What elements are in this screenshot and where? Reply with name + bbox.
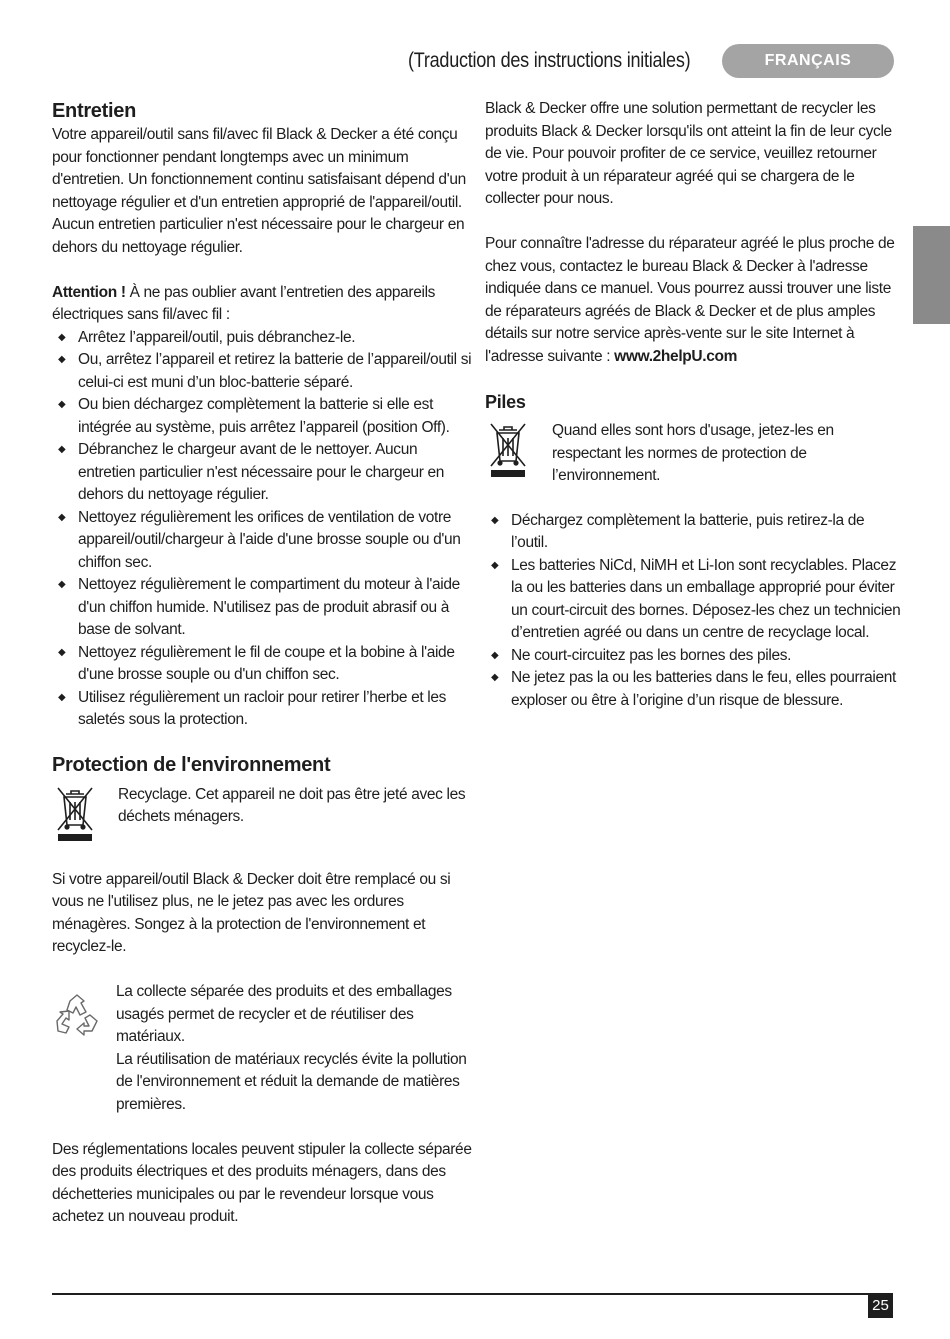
list-item: ◆ Les batteries NiCd, NiMH et Li-Ion sont recyclables. Placez la ou les batteries dans un emballage approprié pour éviter un court-circuit des bornes. Déposez-les chez un technicien d’entretien agréé ou dans un centre de recyclage local.: [485, 555, 903, 645]
list-item: ◆ Nettoyez régulièrement le fil de coupe et la bobine à l'aide d'une brosse souple ou d'un chiffon sec.: [52, 642, 472, 687]
repair-contact-text: Pour connaître l'adresse du réparateur agréé le plus proche de chez vous, contactez le bureau Black & Decker à l'adresse indiquée dans ce manuel. Vous pourrez aussi trouver une liste de réparateurs agréés de Black & Decker et de plus amples détails sur notre service après-vente sur le site Internet à l'adresse suivante :: [485, 235, 895, 365]
section-heading-piles: Piles: [485, 392, 526, 412]
right-column: [485, 98, 903, 712]
list-item: ◆ Déchargez complètement la batterie, puis retirez-la de l’outil.: [485, 510, 903, 555]
environnement-paragraph: Si votre appareil/outil Black & Decker doit être remplacé ou si vous ne l'utilisez plus, ne le jetez pas avec les ordures ménagères. Songez à la protection de l'environnement et recyclez-le.: [52, 870, 451, 955]
page-number: 25: [868, 1293, 893, 1318]
piles-icon-block: [485, 420, 903, 488]
entretien-bullet-list: [52, 327, 472, 732]
collecte-text-2: La réutilisation de matériaux recyclés évite la pollution de l'environnement et réduit la demande de matières premières.: [116, 1050, 467, 1113]
recycling-icon: [52, 981, 116, 1046]
recycling-service-paragraph: Black & Decker offre une solution permettant de recycler les produits Black & Decker lorsqu'ils ont atteint la fin de leur cycle de vie. Pour pouvoir profiter de ce service, veuillez retourner votre produit à un réparateur agréé qui se chargera de le collecter pour nous.: [485, 100, 892, 207]
entretien-intro: Votre appareil/outil sans fil/avec fil Black & Decker a été conçu pour fonctionner pendant longtemps avec un minimum d'entretien. Un fonctionnement continu satisfaisant dépend d'un nettoyage régulier et d'un entretien approprié de l'appareil/outil.: [52, 126, 466, 211]
piles-bullet-list: [485, 510, 903, 713]
piles-icon-text: Quand elles sont hors d'usage, jetez-les en respectant les normes de protection de l’environnement.: [552, 422, 834, 484]
repair-contact-paragraph: [485, 233, 903, 368]
list-item: ◆ Ou, arrêtez l’appareil et retirez la batterie de l’appareil/outil si celui-ci est muni d’un bloc-batterie séparé.: [52, 349, 472, 394]
recyclage-block: [52, 784, 472, 847]
recyclage-text: Recyclage. Cet appareil ne doit pas être jeté avec les déchets ménagers.: [118, 785, 466, 825]
side-thumb-tab: [913, 226, 950, 324]
list-item: ◆ Ne court-circuitez pas les bornes des piles.: [485, 645, 903, 668]
reglementations-paragraph: Des réglementations locales peuvent stipuler la collecte séparée des produits électriques et des produits ménagers, dans des déchetteries municipales ou par le revendeur lorsque vous achetez un nouveau produit.: [52, 1140, 472, 1225]
battery-disposal-icon: [485, 420, 552, 483]
website-link[interactable]: www.2helpU.com: [614, 347, 738, 365]
list-item: ◆ Nettoyez régulièrement le compartiment du moteur à l'aide d'un chiffon humide. N'utilisez pas de produit abrasif ou à base de solvant.: [52, 574, 472, 642]
footer-rule: [52, 1293, 893, 1295]
attention-text: À ne pas oublier avant l’entretien des appareils électriques sans fil/avec fil :: [52, 283, 436, 323]
list-item: ◆ Ne jetez pas la ou les batteries dans le feu, elles pourraient exploser ou être à l’origine d’un risque de blessure.: [485, 667, 903, 712]
section-heading-environnement: Protection de l'environnement: [52, 753, 331, 776]
language-badge: FRANÇAIS: [722, 44, 894, 78]
attention-paragraph: [52, 282, 472, 327]
collecte-block: [52, 981, 472, 1116]
entretien-note: Aucun entretien particulier n'est nécessaire pour le chargeur en dehors du nettoyage régulier.: [52, 216, 465, 256]
list-item: ◆ Utilisez régulièrement un racloir pour retirer l’herbe et les saletés sous la protection.: [52, 687, 472, 732]
list-item: ◆ Arrêtez l’appareil/outil, puis débranchez-le.: [52, 327, 472, 350]
left-column: [52, 98, 472, 1229]
list-item: ◆ Débranchez le chargeur avant de le nettoyer. Aucun entretien particulier n'est nécessaire pour le chargeur en dehors du nettoyage régulier.: [52, 439, 472, 507]
attention-label: Attention !: [52, 283, 126, 301]
section-heading-entretien: Entretien: [52, 100, 136, 122]
collecte-text-1: La collecte séparée des produits et des emballages usagés permet de recycler et de réutiliser des matériaux.: [116, 983, 452, 1045]
header-title: (Traduction des instructions initiales): [408, 49, 691, 72]
list-item: ◆ Nettoyez régulièrement les orifices de ventilation de votre appareil/outil/chargeur à l'aide d'une brosse souple ou d'un chiffon sec.: [52, 507, 472, 575]
list-item: ◆ Ou bien déchargez complètement la batterie si elle est intégrée au système, puis arrêtez l’appareil (position Off).: [52, 394, 472, 439]
collecte-text-group: [116, 981, 472, 1116]
crossed-bin-icon: [52, 784, 118, 847]
